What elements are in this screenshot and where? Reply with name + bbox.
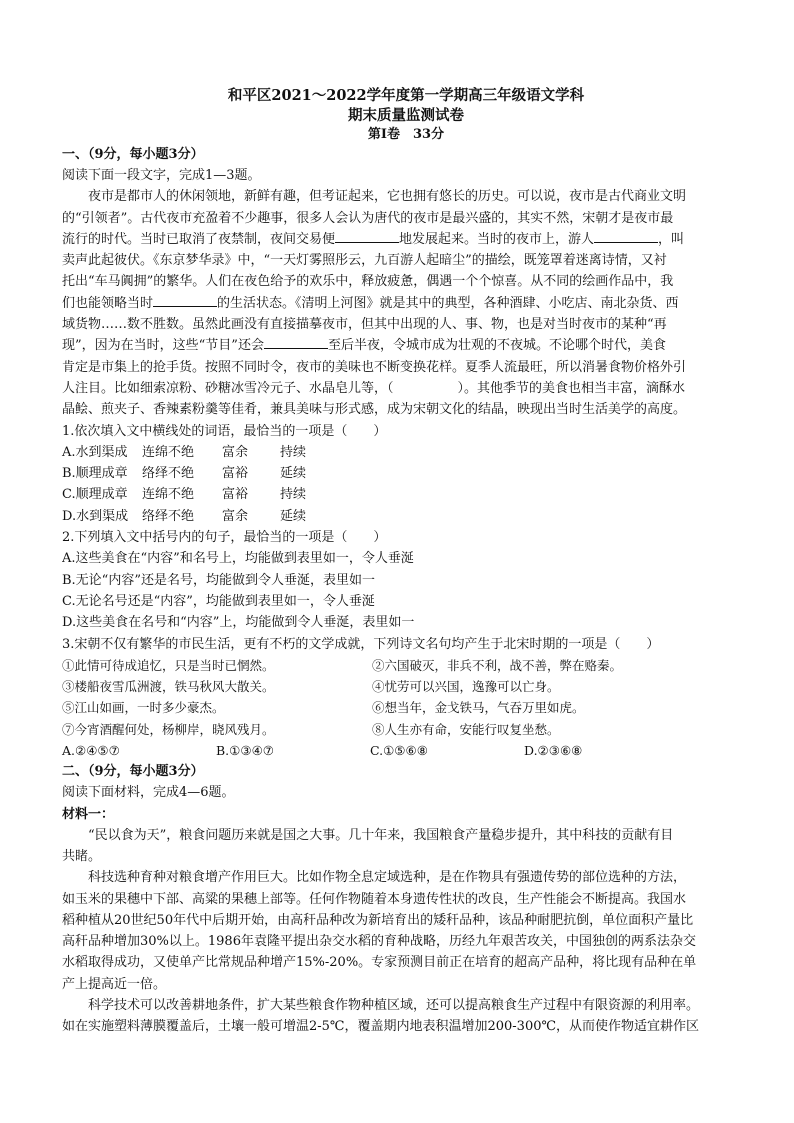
material-line: “民以食为天”，粮食问题历来就是国之大事。几十年来，我国粮食产量稳步提升，其中科技的贡献有目 <box>88 827 674 843</box>
material-line: 稻种植从20世纪50年代中后期开始，由高秆品种改为新培育出的矮秆品种，该品种耐肥抗倒，单位面积产量比 <box>62 912 694 928</box>
q3-item: ⑤江山如画，一时多少豪杰。 <box>62 700 225 716</box>
option-word: 连绵不绝 <box>142 487 195 503</box>
option-word: A.水到渠成 <box>62 444 128 460</box>
passage-line: 晶鲙、煎夹子、香辣素粉羹等佳肴，兼具美味与形式感，成为宋朝文化的结晶，映现出当时生活美学的高度。 <box>62 402 687 418</box>
passage-1 <box>62 186 750 420</box>
section-2-heading: 二、（9分，每小题3分） <box>62 764 204 780</box>
option-word: 富余 <box>222 508 249 524</box>
q1-option-b <box>62 463 750 484</box>
passage-text: 地发展起来。当时的夜市上，游人 <box>399 231 595 247</box>
passage-text: 现”，因为在当时，这些“节目”还会 <box>62 338 264 354</box>
option-word: 持续 <box>280 487 307 503</box>
q3-items-row <box>62 655 750 676</box>
option-word: 持续 <box>280 444 307 460</box>
fill-blank <box>264 336 328 349</box>
option-word: 络绎不绝 <box>142 508 195 524</box>
q3-item: ⑦今宵酒醒何处，杨柳岸，晓风残月。 <box>62 721 275 737</box>
question-1: 1.依次填入文中横线处的词语，最恰当的一项是（ ） <box>62 423 387 439</box>
q3-items-row <box>62 719 750 740</box>
section-1-heading: 一、（9分，每小题3分） <box>62 147 204 162</box>
fill-blank <box>335 230 399 243</box>
material-line: 水稻取得成功，又使单产比常规品种增产15%-20%。专家预测目前正在培育的超高产品种，将比现有品种在单 <box>62 955 697 971</box>
q3-option-b: B.①③④⑦ <box>216 743 274 759</box>
q3-item: ⑧人生亦有命，安能行叹复坐愁。 <box>372 721 560 737</box>
section-1-intro: 阅读下面一段文字，完成1—3题。 <box>62 168 261 183</box>
question-3: 3.宋朝不仅有繁华的市民生活，更有不朽的文学成就，下列诗文名句均产生于北宋时期的一项是（ ） <box>62 636 660 652</box>
passage-line <box>62 378 750 399</box>
passage-line: 卖声此起彼伏。《东京梦华录》中，“一天灯雾照彤云，九百游人起暗尘”的描绘，既笼罩着迷离诗情，又衬 <box>62 253 667 269</box>
material-line: 产上提高近一倍。 <box>62 976 167 992</box>
q3-option-c: C.①⑤⑥⑧ <box>370 743 428 759</box>
passage-line: 托出“车马阗拥”的繁华。人们在夜色给予的欢乐中，释放疲惫，偶遇一个个惊喜。从不同的绘画作品中，我 <box>62 274 674 290</box>
passage-line <box>62 293 750 314</box>
q2-option-c: C.无论名号还是“内容”，均能做到表里如一，令人垂涎 <box>62 593 375 609</box>
option-word: B.顺理成章 <box>62 466 128 482</box>
q3-item: ④忧劳可以兴国，逸豫可以亡身。 <box>372 679 560 695</box>
section-2-intro: 阅读下面材料，完成4—6题。 <box>62 785 235 801</box>
passage-text: 的生活状态。《清明上河图》就是其中的典型，各种酒肆、小吃店、南北杂货、西 <box>217 295 679 311</box>
q3-option-d: D.②③⑥⑧ <box>524 743 583 759</box>
q3-options <box>62 740 750 761</box>
option-word: 富余 <box>222 444 249 460</box>
passage-line: 肯定是市集上的抢手货。按照不同时令，夜市的美味也不断变换花样。夏季人流最旺，所以消暑食物价格外引 <box>62 359 687 375</box>
fill-blank <box>153 294 217 307</box>
q3-item: ③楼船夜雪瓜洲渡，铁马秋风大散关。 <box>62 679 275 695</box>
option-word: D.水到渠成 <box>62 508 129 524</box>
q1-option-d <box>62 506 750 527</box>
passage-text: 流行的时代。当时已取消了夜禁制，夜间交易便 <box>62 231 336 247</box>
passage-line: 的“引领者”。古代夜市充盈着不少趣事，很多人会认为唐代的夜市是最兴盛的，其实不然，宋朝才是夜市最 <box>62 210 674 226</box>
material-line: 共睹。 <box>62 848 102 864</box>
option-word: 富裕 <box>222 487 249 503</box>
material-line: 科技选种育种对粮食增产作用巨大。比如作物全息定域选种，是在作物具有强遗传势的部位选种的方法， <box>88 870 687 886</box>
option-word: 富裕 <box>222 466 249 482</box>
passage-text: 人注目。比如细索凉粉、砂糖冰雪冷元子、水晶皂儿等，（ <box>62 380 394 396</box>
q2-option-b: B.无论“内容”还是名号，均能做到令人垂涎，表里如一 <box>62 572 375 588</box>
material-line: 如玉米的果穗中下部、高粱的果穗上部等。任何作物随着本身遗传性状的改良，生产性能会不断提高。我国水 <box>62 891 687 907</box>
option-word: C.顺理成章 <box>62 487 128 503</box>
q3-items-row <box>62 676 750 697</box>
volume-label: 第Ⅰ卷 33分 <box>367 127 445 142</box>
passage-text: 们也能领略当时 <box>62 295 154 311</box>
q3-item: ⑥想当年，金戈铁马，气吞万里如虎。 <box>372 700 585 716</box>
passage-line <box>62 335 750 356</box>
material-1-text <box>62 825 750 1038</box>
material-line: 高秆品种增加30%以上。1986年袁隆平提出杂交水稻的育种战略，历经九年艰苦攻关，中国独创的两系法杂交 <box>62 934 696 950</box>
material-line: 如在实施塑料薄膜覆盖后，土壤一般可增温2-5℃，覆盖期内地表积温增加200-300℃，从而使作物适宜耕作区 <box>62 1019 700 1035</box>
option-word: 络绎不绝 <box>142 466 195 482</box>
option-word: 延续 <box>280 466 307 482</box>
question-2: 2.下列填入文中括号内的句子，最恰当的一项是（ ） <box>62 530 387 546</box>
passage-text: ）。其他季节的美食也相当丰富，滴酥水 <box>457 380 686 396</box>
q2-option-a: A.这些美食在“内容”和名号上，均能做到表里如一，令人垂涎 <box>62 551 414 567</box>
material-line: 科学技术可以改善耕地条件，扩大某些粮食作物种植区域，还可以提高粮食生产过程中有限资源的利用率。 <box>88 997 700 1013</box>
passage-line: 域货物……数不胜数。虽然此画没有直接描摹夜市，但其中出现的人、事、物，也是对当时夜市的某种“再 <box>62 317 667 333</box>
fill-blank <box>594 230 658 243</box>
passage-text: 至后半夜，令城市成为壮观的不夜城。不论哪个时代，美食 <box>327 338 666 354</box>
passage-text: ，叫 <box>658 231 685 247</box>
option-word: 延续 <box>280 508 307 524</box>
option-word: 连绵不绝 <box>142 444 195 460</box>
exam-title-line1: 和平区2021～2022学年度第一学期高三年级语文学科 <box>227 87 585 104</box>
q1-option-c <box>62 484 750 505</box>
passage-line: 夜市是都市人的休闲领地，新鲜有趣，但考证起来，它也拥有悠长的历史。可以说，夜市是古代商业文明 <box>88 189 687 205</box>
q3-item: ①此情可待成追忆，只是当时已惘然。 <box>62 657 275 673</box>
q1-option-a <box>62 442 750 463</box>
q3-items-row <box>62 697 750 718</box>
q3-option-a: A.②④⑤⑦ <box>62 743 120 759</box>
q3-item: ②六国破灭，非兵不利，战不善，弊在赂秦。 <box>372 657 623 673</box>
material-1-label: 材料一： <box>62 806 115 822</box>
exam-title-line2: 期末质量监测试卷 <box>348 107 464 124</box>
q2-option-d: D.这些美食在名号和“内容”上，均能做到令人垂涎，表里如一 <box>62 615 415 631</box>
passage-line <box>62 229 750 250</box>
